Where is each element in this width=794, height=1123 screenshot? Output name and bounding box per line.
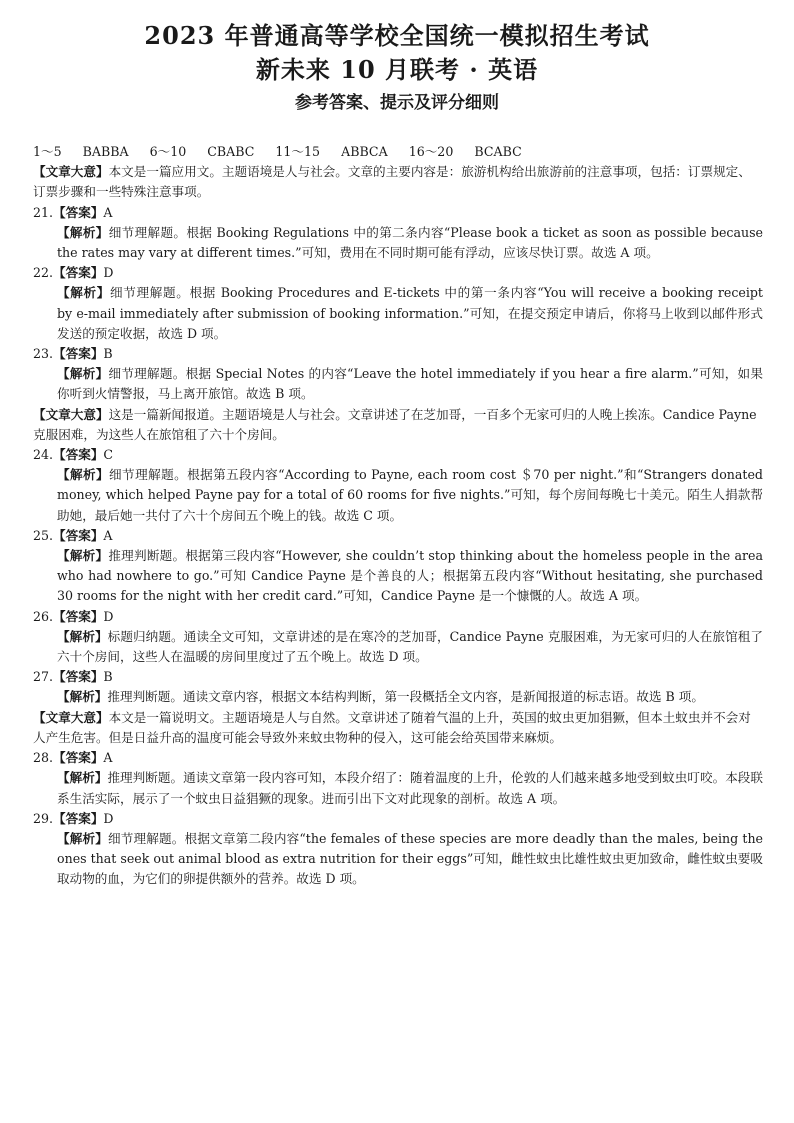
question-answer: 22.【答案】D (33, 265, 114, 281)
question-answer: 29.【答案】D (33, 810, 114, 826)
answer-key-group: 11～15 ABBCA (275, 144, 388, 159)
article-summary: 【文章大意】这是一篇新闻报道。主题语境是人与社会。文章讲述了在芝加哥，一百多个无家可归的人晚上挨冻。Candice Payne 克服困难，为这些人在旅馆租了六十个房间。 (33, 406, 757, 442)
question-answer: 24.【答案】C (33, 447, 114, 463)
question-answer: 27.【答案】B (33, 669, 113, 685)
question-answer: 26.【答案】D (33, 608, 114, 624)
question-answer: 21.【答案】A (33, 204, 113, 220)
question-answer: 28.【答案】A (33, 750, 113, 766)
answer-key-group: 6～10 CBABC (149, 144, 255, 159)
question-analysis: 【解析】细节理解题。根据 Booking Regulations 中的第二条内容“Please book a ticket as soon as possible because the rates may vary at different times.”可知，费用在不同时期可能有浮动，应该尽快订票。故选 A 项。 (57, 224, 763, 261)
question-analysis: 【解析】细节理解题。根据第五段内容“According to Payne, each room cost ＄70 per night.”和“Strangers donated money, which helped Payne pay for a total of 60 rooms for five nights.”可知，每个房间每晚七十美元。陌生人捐款帮助她，最后她一共付了六十个房间五个晚上的钱。故选 C 项。 (57, 467, 763, 523)
question-analysis: 【解析】细节理解题。根据 Booking Procedures and E-tickets 中的第一条内容“You will receive a booking receipt by e-mail immediately after submission of booking information.”可知，在提交预定申请后，你将马上收到以邮件形式发送的预定收据，故选 D 项。 (57, 285, 763, 341)
question-analysis: 【解析】推理判断题。通读文章第一段内容可知，本段介绍了：随着温度的上升，伦敦的人们越来越多地受到蚊虫叮咬。本段联系生活实际，展示了一个蚊虫日益猖獗的现象。进而引出下文对此现象的剖析。故选 A 项。 (57, 770, 764, 806)
exam-subtitle: 新未来 10 月联考 · 英语 (255, 55, 539, 84)
article-summary: 【文章大意】本文是一篇说明文。主题语境是人与自然。文章讲述了随着气温的上升，英国的蚊虫更加猖獗，但本土蚊虫并不会对人产生危害。但是日益升高的温度可能会导致外来蚊虫物种的侵入，这可能会给英国带来麻烦。 (33, 709, 751, 745)
answer-key-row (33, 142, 763, 162)
question-analysis: 【解析】细节理解题。根据文章第二段内容“the females of these species are more deadly than the males, being the ones that seek out animal blood as extra nutrition for their eggs”可知，雌性蚊虫比雄性蚊虫更加致命，雌性蚊虫要吸取动物的血，为它们的卵提供额外的营养。故选 D 项。 (57, 830, 764, 887)
question-answer: 23.【答案】B (33, 346, 113, 362)
document-heading: 参考答案、提示及评分细则 (295, 93, 499, 113)
document-body (33, 142, 763, 890)
question-analysis: 【解析】标题归纳题。通读全文可知，文章讲述的是在寒冷的芝加哥，Candice Payne 克服困难，为无家可归的人在旅馆租了六十个房间，这些人在温暖的房间里度过了五个晚上。故选 D 项。 (57, 628, 764, 665)
question-answer: 25.【答案】A (33, 527, 113, 543)
question-analysis: 【解析】推理判断题。通读文章内容，根据文本结构判断，第一段概括全文内容，是新闻报道的标志语。故选 B 项。 (57, 689, 704, 705)
article-summary: 【文章大意】本文是一篇应用文。主题语境是人与社会。文章的主要内容是：旅游机构给出旅游前的注意事项，包括：订票规定、订票步骤和一些特殊注意事项。 (33, 164, 751, 200)
answer-key-group: 1～5 BABBA (33, 144, 129, 159)
exam-title: 2023 年普通高等学校全国统一模拟招生考试 (144, 21, 650, 50)
question-analysis: 【解析】细节理解题。根据 Special Notes 的内容“Leave the hotel immediately if you hear a fire alarm.”可知，如果你听到火情警报，马上离开旅馆。故选 B 项。 (57, 366, 764, 402)
question-analysis: 【解析】推理判断题。根据第三段内容“However, she couldn’t stop thinking about the homeless people in the area who had nowhere to go.”可知 Candice Payne 是个善良的人；根据第五段内容“Without hesitating, she purchased 30 rooms for the night with her credit card.”可知，Candice Payne 是一个慷慨的人。故选 A 项。 (57, 548, 763, 604)
answer-key-group: 16～20 BCABC (408, 144, 522, 159)
